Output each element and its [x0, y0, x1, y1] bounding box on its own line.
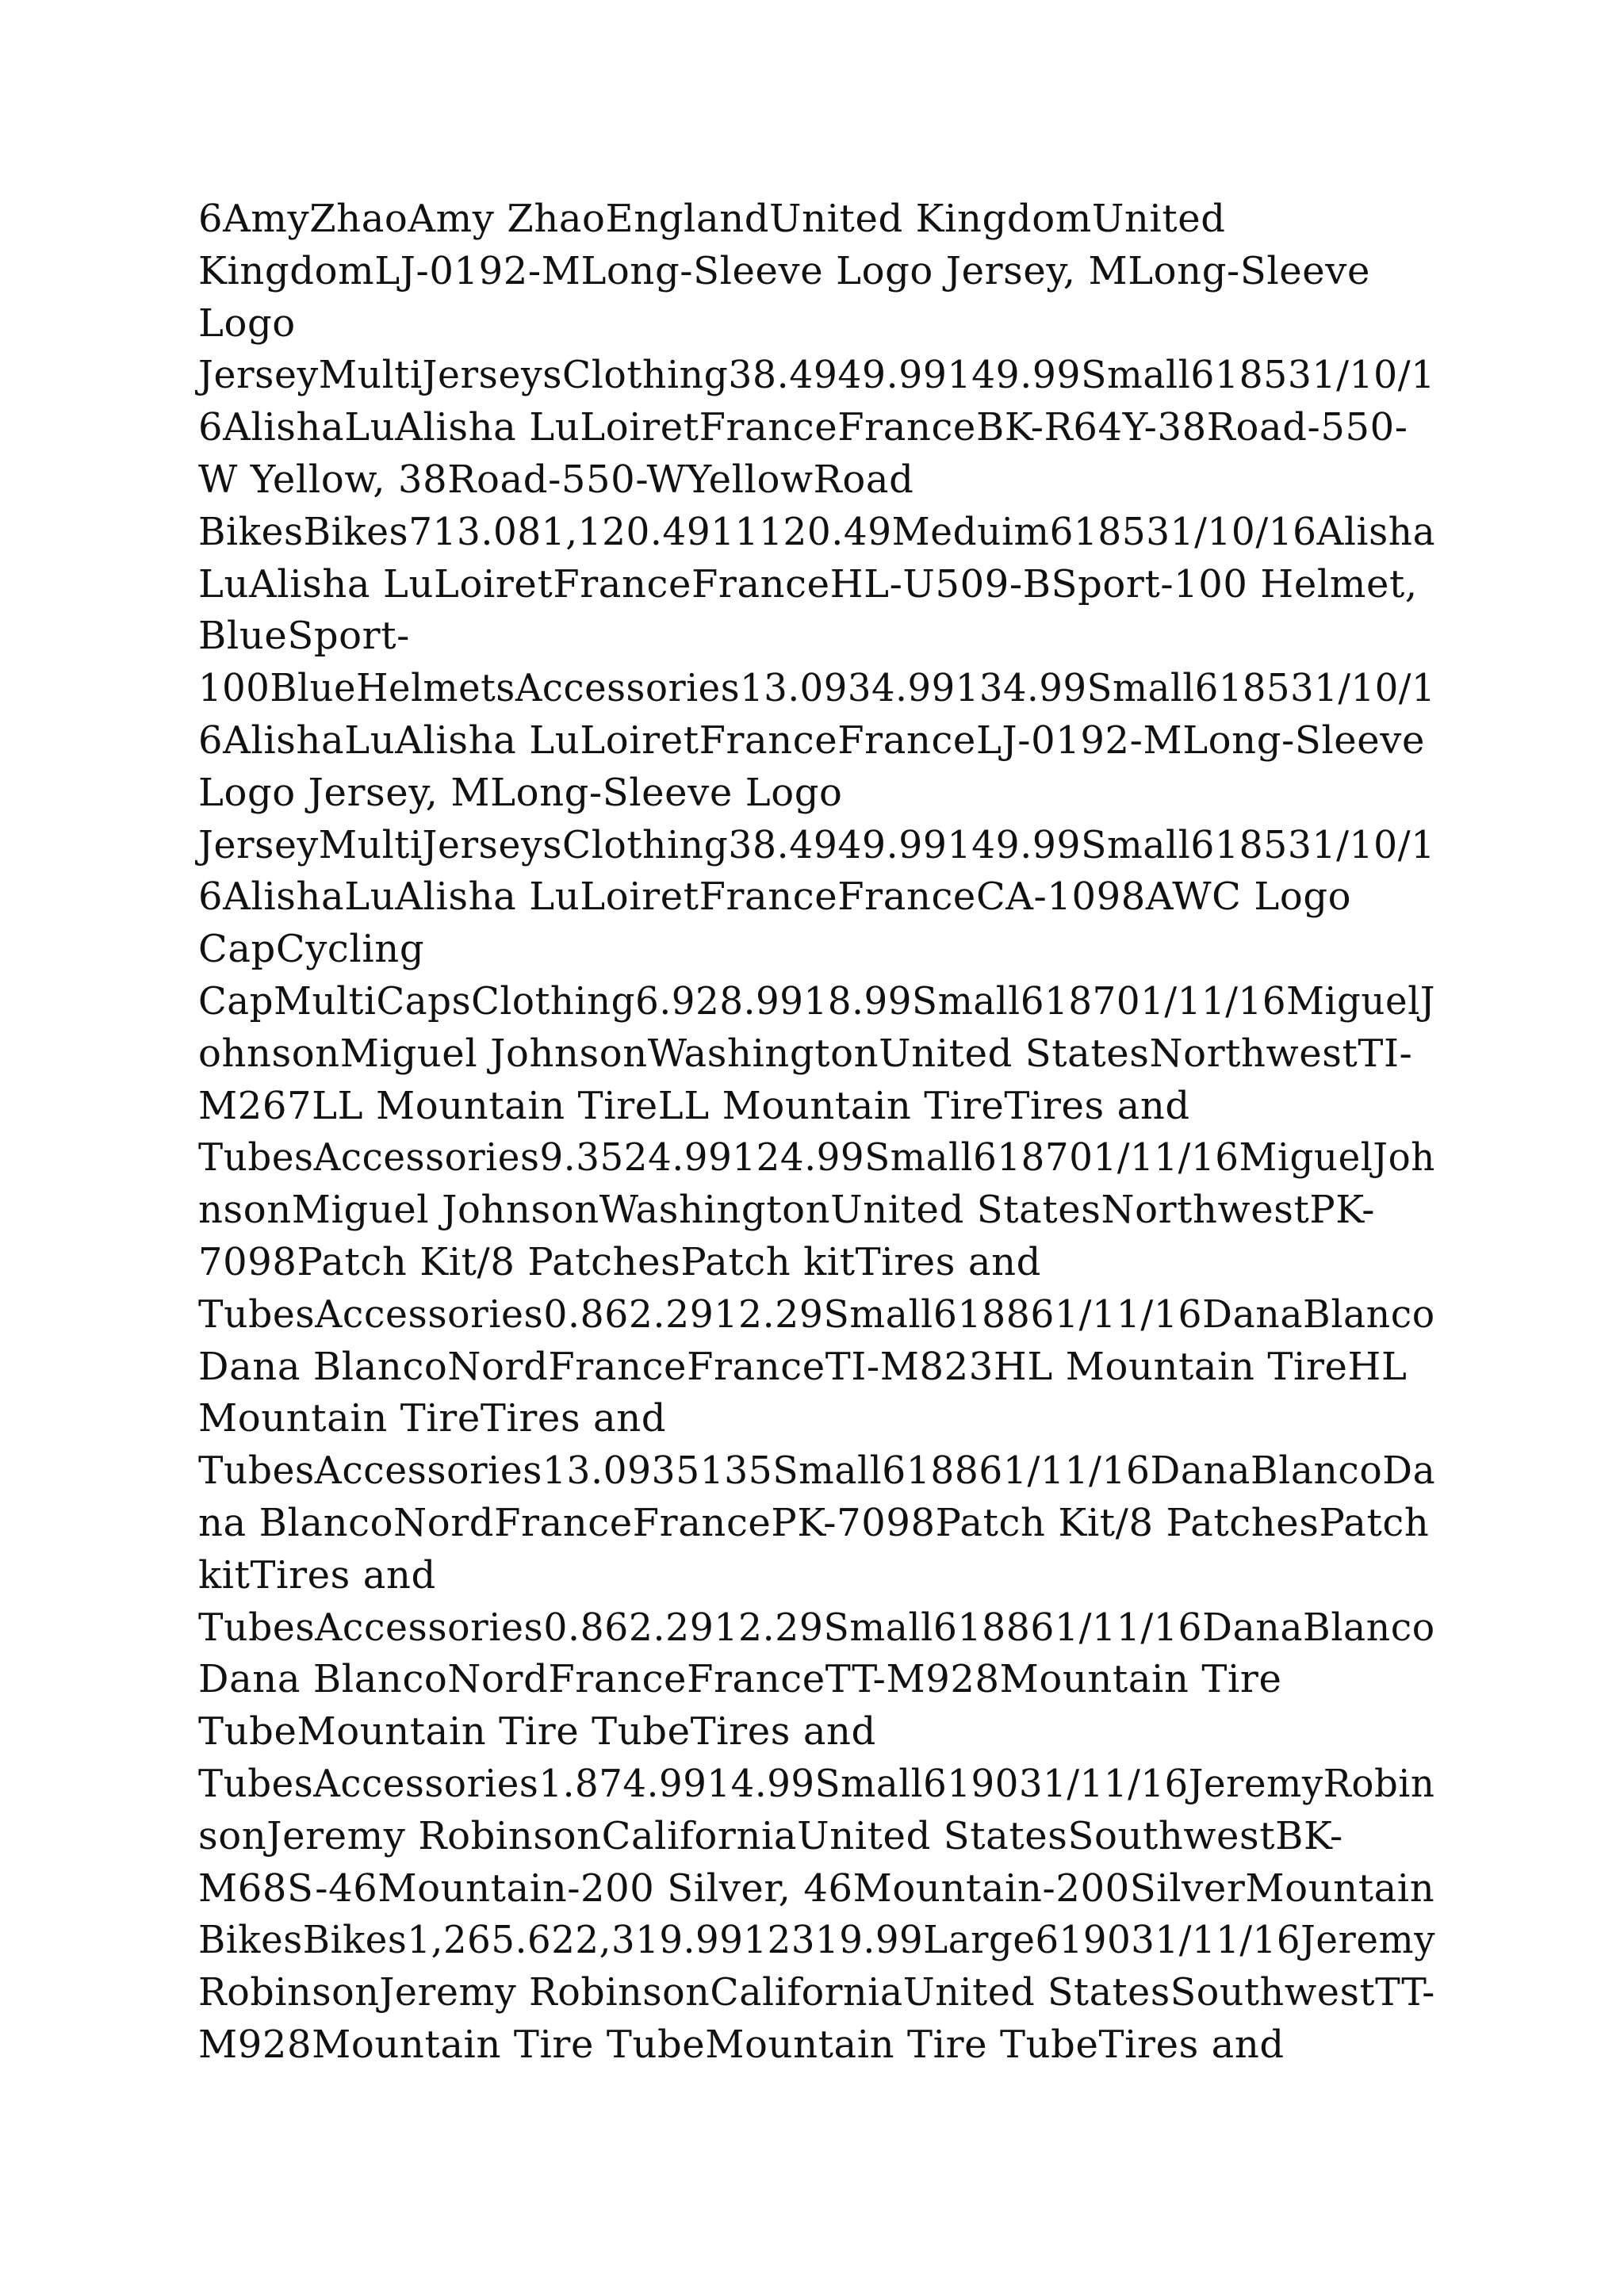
text-line: 7098Patch Kit/8 PatchesPatch kitTires and — [198, 1239, 1041, 1284]
text-line: 6AlishaLuAlisha LuLoiretFranceFranceLJ-0192-MLong-Sleeve — [198, 718, 1426, 763]
text-line: 6AlishaLuAlisha LuLoiretFranceFranceCA-1098AWC Logo — [198, 874, 1352, 920]
text-line: TubesAccessories9.3524.99124.99Small618701/11/16MiguelJoh — [198, 1135, 1435, 1181]
text-line: CapCycling — [198, 927, 425, 972]
text-line: BikesBikes1,265.622,319.9912319.99Large619031/11/16Jeremy — [198, 1918, 1436, 1963]
text-line: sonJeremy RobinsonCaliforniaUnited StatesSouthwestBK- — [198, 1813, 1343, 1858]
text-line: BlueSport- — [198, 614, 410, 659]
text-line: W Yellow, 38Road-550-WYellowRoad — [198, 457, 914, 502]
text-line: nsonMiguel JohnsonWashingtonUnited StatesNorthwestPK- — [198, 1188, 1376, 1233]
text-line: 6AlishaLuAlisha LuLoiretFranceFranceBK-R64Y-38Road-550- — [198, 405, 1408, 450]
text-line: Logo — [198, 300, 296, 346]
text-line: JerseyMultiJerseysClothing38.4949.99149.99Small618531/10/1 — [198, 822, 1435, 867]
text-line: Dana BlancoNordFranceFranceTT-M928Mountain Tire — [198, 1657, 1282, 1702]
text-line: BikesBikes713.081,120.4911120.49Meduim618531/10/16Alisha — [198, 509, 1436, 554]
text-line: ohnsonMiguel JohnsonWashingtonUnited StatesNorthwestTI- — [198, 1031, 1413, 1076]
text-line: LuAlisha LuLoiretFranceFranceHL-U509-BSport-100 Helmet, — [198, 561, 1418, 607]
text-line: 100BlueHelmetsAccessories13.0934.99134.99Small618531/10/1 — [198, 666, 1436, 711]
text-line: Dana BlancoNordFranceFranceTI-M823HL Mountain TireHL — [198, 1344, 1408, 1389]
text-line: TubesAccessories0.862.2912.29Small618861/11/16DanaBlanco — [198, 1605, 1435, 1650]
text-line: na BlancoNordFranceFrancePK-7098Patch Kit/8 PatchesPatch — [198, 1500, 1430, 1545]
text-line: KingdomLJ-0192-MLong-Sleeve Logo Jersey, MLong-Sleeve — [198, 248, 1371, 293]
text-line: Mountain TireTires and — [198, 1396, 667, 1441]
text-line: M68S-46Mountain-200 Silver, 46Mountain-200SilverMountain — [198, 1866, 1435, 1911]
text-line: CapMultiCapsClothing6.928.9918.99Small618701/11/16MiguelJ — [198, 978, 1436, 1024]
text-line: M267LL Mountain TireLL Mountain TireTires and — [198, 1083, 1190, 1128]
text-line: kitTires and — [198, 1552, 436, 1598]
text-line: 6AmyZhaoAmy ZhaoEnglandUnited KingdomUnited — [198, 197, 1226, 241]
text-line: M928Mountain Tire TubeMountain Tire TubeTires and — [198, 2022, 1285, 2067]
text-line: Logo Jersey, MLong-Sleeve Logo — [198, 770, 843, 815]
text-line: TubesAccessories1.874.9914.99Small619031/11/16JeremyRobin — [198, 1761, 1435, 1806]
text-line: TubesAccessories0.862.2912.29Small618861/11/16DanaBlanco — [198, 1292, 1435, 1337]
text-line: RobinsonJeremy RobinsonCaliforniaUnited StatesSouthwestTT- — [198, 1970, 1435, 2015]
text-line: TubeMountain Tire TubeTires and — [198, 1709, 876, 1755]
text-line: TubesAccessories13.0935135Small618861/11/16DanaBlancoDa — [198, 1448, 1436, 1494]
body-text — [198, 193, 1435, 2072]
text-line: JerseyMultiJerseysClothing38.4949.99149.99Small618531/10/1 — [198, 353, 1435, 398]
